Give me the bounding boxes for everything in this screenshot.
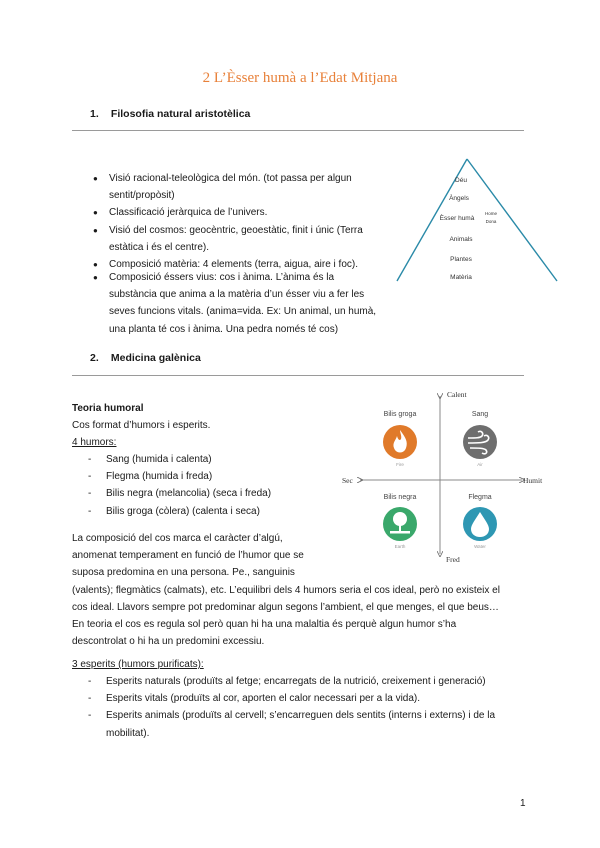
paragraph-line: cos ideal. Llavors sempre pot predominar algun segons l’ambient, el que menges, el que beus… [72, 601, 499, 613]
pyramid-side-label: Dona [485, 219, 497, 224]
quadrant-element: Air [477, 462, 483, 467]
section-2-title: Medicina galènica [110, 352, 201, 364]
pyramid-level: Matèria [450, 274, 472, 281]
list-item: - Esperits vitals (produïts al cor, aporten el calor necessari per a la vida). [72, 690, 532, 707]
quadrant-element: Water [474, 544, 486, 549]
pyramid-level: Animals [449, 236, 473, 243]
paragraph-line: descontrolat o hi ha un predomini excessiu. [72, 636, 265, 648]
paragraph-line: (valents); flegmàtics (calmats), etc. L’equilibri dels 4 humors seria el cos ideal, però no existeix el [72, 584, 500, 596]
axis-label-left: Sec [342, 476, 353, 485]
spirits-heading: 3 esperits (humors purificats): [72, 659, 204, 670]
axis-label-bottom: Fred [446, 555, 460, 564]
humors-list [72, 451, 342, 520]
divider [72, 375, 524, 376]
hierarchy-pyramid [395, 155, 560, 283]
section-2-heading [90, 352, 201, 364]
divider [72, 130, 524, 131]
humors-heading: 4 humors: [72, 437, 117, 448]
list-item: ● Composició éssers vius: cos i ànima. L’ànima és la substància que anima a la matèria d’un ésser viu a fer les seves funcions vitals. (anima=vida. Ex: Un animal, un humà, una planta té cos i ànima. Una pedra només té cos) [92, 269, 522, 338]
page-title: 2 L’Èsser humà a l’Edat Mitjana [202, 70, 398, 86]
quadrant-element: Earth [394, 544, 406, 549]
water-icon [463, 507, 497, 541]
pyramid-side-label: Home [484, 211, 498, 216]
list-item: - Bilis negra (melancolia) (seca i freda) [72, 485, 342, 502]
quadrant-element: Fire [396, 462, 404, 467]
quadrant-label: Flegma [468, 494, 492, 501]
axis-label-top: Calent [447, 390, 467, 399]
subheading: Teoria humoral [72, 403, 144, 414]
earth-icon [383, 507, 417, 541]
paragraph-line: anomenat temperament en funció de l’humor que se [72, 550, 304, 562]
list-item: - Sang (humida i calenta) [72, 451, 342, 468]
quadrant-label: Bilis groga [383, 411, 417, 418]
quadrant-label: Bilis negra [383, 494, 417, 501]
list-item: - Esperits animals (produïts al cervell; s’encarreguen dels sentits (interns i externs) i de la mobilitat). [72, 707, 532, 741]
pyramid-level: Déu [455, 177, 467, 184]
section-1-bullets [92, 170, 378, 273]
page-number: 1 [520, 798, 526, 809]
axis-label-right: Humit [523, 476, 543, 485]
list-item: ● Classificació jeràrquica de l’univers. [92, 204, 378, 221]
pyramid-level: Àngels [449, 195, 469, 202]
intro-text: Cos format d’humors i esperits. [72, 420, 211, 431]
paragraph-line: La composició del cos marca el caràcter d’algú, [72, 533, 283, 544]
list-item: - Esperits naturals (produïts al fetge; encarregats de la nutrició, creixement i generació) [72, 673, 532, 690]
paragraph-line: En teoria el cos es regula sol però quan hi ha una malaltia és perquè algun humor s’ha [72, 619, 457, 631]
list-item: ● Visió racional-teleològica del món. (tot passa per algun sentit/propòsit) [92, 170, 378, 204]
list-item: ● Composició matèria: 4 elements (terra, aigua, aire i foc). [92, 256, 378, 273]
air-icon [463, 425, 497, 459]
pyramid-level: Èsser humà [439, 215, 475, 222]
spirits-list [72, 673, 532, 742]
paragraph-line: suposa predomina en una persona. Pe., sanguinis [72, 567, 295, 579]
fire-icon [383, 425, 417, 459]
section-1-number: 1. [90, 108, 99, 120]
list-item: ● Visió del cosmos: geocèntric, geoestàtic, finit i únic (Terra estàtica i és el centre). [92, 222, 378, 256]
list-item: - Flegma (humida i freda) [72, 468, 342, 485]
humors-diagram [340, 386, 552, 564]
pyramid-right-edge [467, 159, 557, 281]
section-1-title: Filosofia natural aristotèlica [110, 108, 251, 120]
pyramid-level: Plantes [450, 256, 472, 263]
quadrant-label: Sang [471, 411, 489, 418]
list-item: - Bilis groga (còlera) (calenta i seca) [72, 503, 342, 520]
section-2-number: 2. [90, 352, 99, 364]
section-1-heading [90, 108, 250, 120]
